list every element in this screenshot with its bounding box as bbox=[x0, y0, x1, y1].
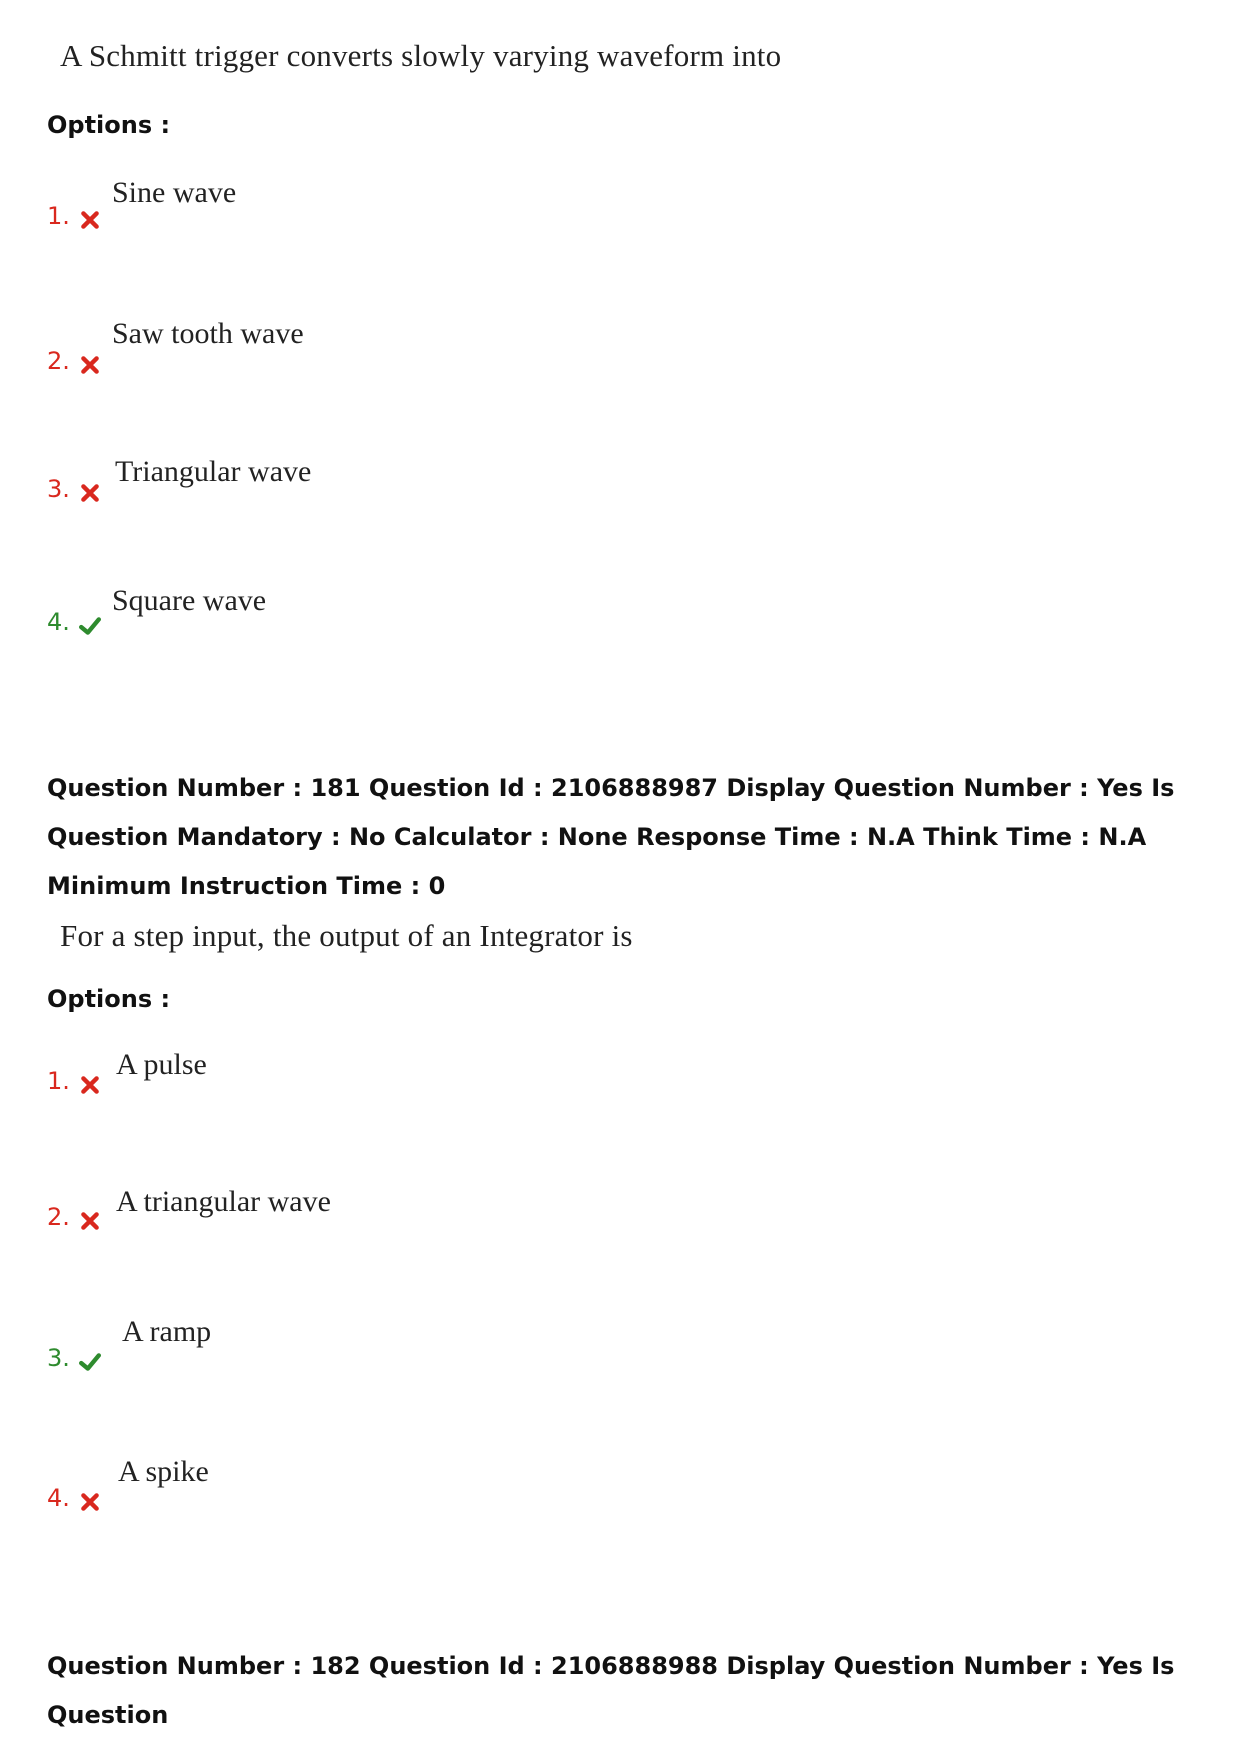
option-row bbox=[47, 1067, 101, 1096]
option-number: 1. bbox=[47, 1067, 70, 1095]
option-row bbox=[47, 608, 101, 637]
option-text: A ramp bbox=[122, 1315, 212, 1348]
option-text: A pulse bbox=[116, 1048, 207, 1081]
option-row bbox=[47, 475, 101, 504]
option-text: Sine wave bbox=[112, 176, 237, 209]
question-text: For a step input, the output of an Integrator is bbox=[60, 918, 633, 953]
option-text: Triangular wave bbox=[115, 455, 312, 488]
option-text: Square wave bbox=[112, 584, 267, 617]
option-number: 3. bbox=[47, 475, 70, 503]
cross-icon bbox=[79, 354, 101, 376]
question-meta: Question Number : 182 Question Id : 2106888988 Display Question Number : Yes Is Question bbox=[47, 1652, 1175, 1729]
option-number: 4. bbox=[47, 608, 70, 636]
check-icon bbox=[79, 1351, 101, 1373]
option-text: A triangular wave bbox=[116, 1185, 331, 1218]
option-row bbox=[47, 1484, 101, 1513]
options-label: Options : bbox=[47, 111, 171, 139]
cross-icon bbox=[79, 1491, 101, 1513]
cross-icon bbox=[79, 482, 101, 504]
cross-icon bbox=[79, 1210, 101, 1232]
check-icon bbox=[79, 615, 101, 637]
cross-icon bbox=[79, 1074, 101, 1096]
question-text: A Schmitt trigger converts slowly varying waveform into bbox=[60, 38, 782, 73]
question-meta: Question Number : 181 Question Id : 2106888987 Display Question Number : Yes Is Question Mandatory : No Calculator : None Response Time : N.A Think Time : N.A Minimum Instruction Time : 0 bbox=[47, 774, 1175, 900]
cross-icon bbox=[79, 209, 101, 231]
option-number: 2. bbox=[47, 1203, 70, 1231]
option-text: Saw tooth wave bbox=[112, 317, 304, 350]
option-number: 3. bbox=[47, 1344, 70, 1372]
option-row bbox=[47, 347, 101, 376]
options-label: Options : bbox=[47, 985, 171, 1013]
option-number: 1. bbox=[47, 202, 70, 230]
option-number: 2. bbox=[47, 347, 70, 375]
option-text: A spike bbox=[118, 1455, 209, 1488]
option-row bbox=[47, 1344, 101, 1373]
option-row bbox=[47, 1203, 101, 1232]
option-row bbox=[47, 202, 101, 231]
option-number: 4. bbox=[47, 1484, 70, 1512]
